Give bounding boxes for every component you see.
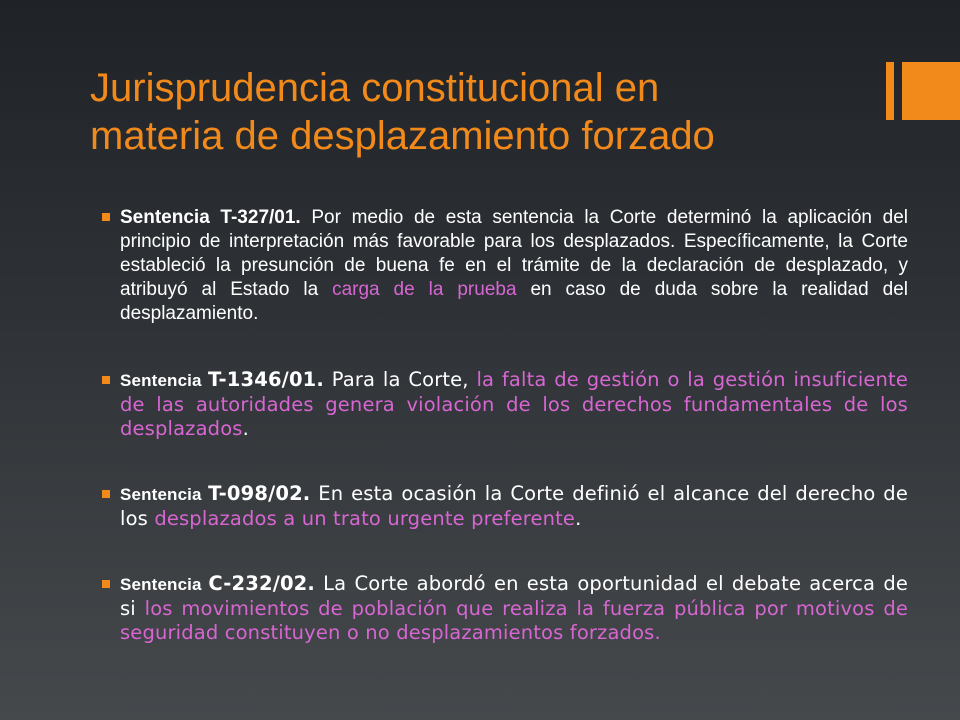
item-text: La Corte abordó en esta oportunidad el debate acerca de si [120, 572, 908, 620]
highlighted-text: desplazados a un trato urgente preferente [154, 507, 576, 530]
item-label: Sentencia [120, 207, 221, 228]
bullet-item [100, 368, 908, 441]
bullet-list [100, 206, 908, 645]
title-line-1: Jurisprudencia constitucional en [90, 66, 660, 110]
bullet-item [100, 572, 908, 645]
item-text: En esta ocasión la Corte definió el alcance del derecho de los [120, 482, 908, 530]
item-label: Sentencia [120, 371, 208, 390]
highlighted-text: carga de la prueba [332, 279, 517, 300]
item-text-end: . [242, 417, 249, 440]
accent-block [902, 62, 960, 120]
highlighted-text: la falta de gestión o la gestión insuficiente de las autoridades genera violación de los derechos fundamentales de los desplazados [120, 368, 908, 440]
item-text: Para la Corte, [323, 368, 477, 391]
bullet-item [100, 482, 908, 531]
square-bullet-icon [102, 376, 110, 384]
case-number: T-098/02. [208, 482, 311, 505]
case-number: T-327/01. [220, 207, 301, 228]
case-number: T-1346/01. [207, 368, 324, 391]
slide-title [90, 64, 870, 160]
item-label: Sentencia [120, 485, 209, 504]
item-text: Por medio de esta sentencia la Corte determinó la aplicación del principio de interpretación más favorable para los desplazados. Específicamente, la Corte estableció la presunción de buena fe en el trámite de la declaración de desplazado, y atribuyó al Estado la [120, 207, 908, 300]
accent-bar-thin [886, 62, 894, 120]
square-bullet-icon [102, 580, 110, 588]
title-line-2: materia de desplazamiento forzado [90, 114, 715, 158]
item-text-end: . [575, 507, 582, 530]
bullet-item [100, 206, 908, 326]
item-label: Sentencia [120, 575, 209, 594]
highlighted-text: los movimientos de población que realiza la fuerza pública por motivos de seguridad constituyen o no desplazamientos forzados. [120, 597, 909, 644]
item-text-end: en caso de duda sobre la realidad del desplazamiento. [120, 279, 908, 324]
case-number: C-232/02. [208, 572, 315, 595]
square-bullet-icon [102, 490, 110, 498]
square-bullet-icon [102, 213, 110, 221]
